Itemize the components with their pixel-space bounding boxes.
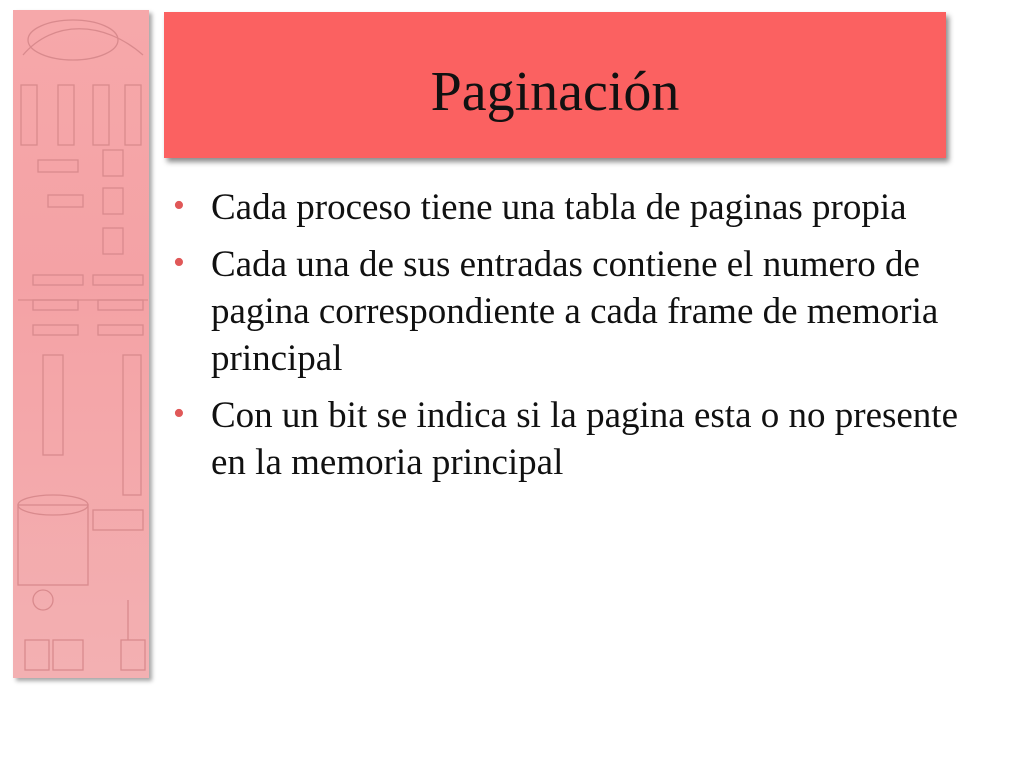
decorative-diagram-graphic xyxy=(13,10,149,678)
bullet-item xyxy=(165,241,965,382)
bullet-text: Cada proceso tiene una tabla de paginas propia xyxy=(211,187,907,228)
bullet-icon: • xyxy=(173,244,185,281)
bullet-icon: • xyxy=(173,187,185,224)
title-banner xyxy=(164,12,946,158)
bullet-text: Con un bit se indica si la pagina esta o no presente en la memoria principal xyxy=(211,395,959,483)
slide-title: Paginación xyxy=(430,61,680,123)
bullet-text: Cada una de sus entradas contiene el numero de pagina correspondiente a cada frame de memoria principal xyxy=(211,244,939,379)
decorative-diagram-strip xyxy=(13,10,149,678)
bullet-icon: • xyxy=(173,395,185,432)
bullet-list xyxy=(165,184,965,496)
bullet-item xyxy=(165,184,965,231)
bullet-item xyxy=(165,392,965,486)
